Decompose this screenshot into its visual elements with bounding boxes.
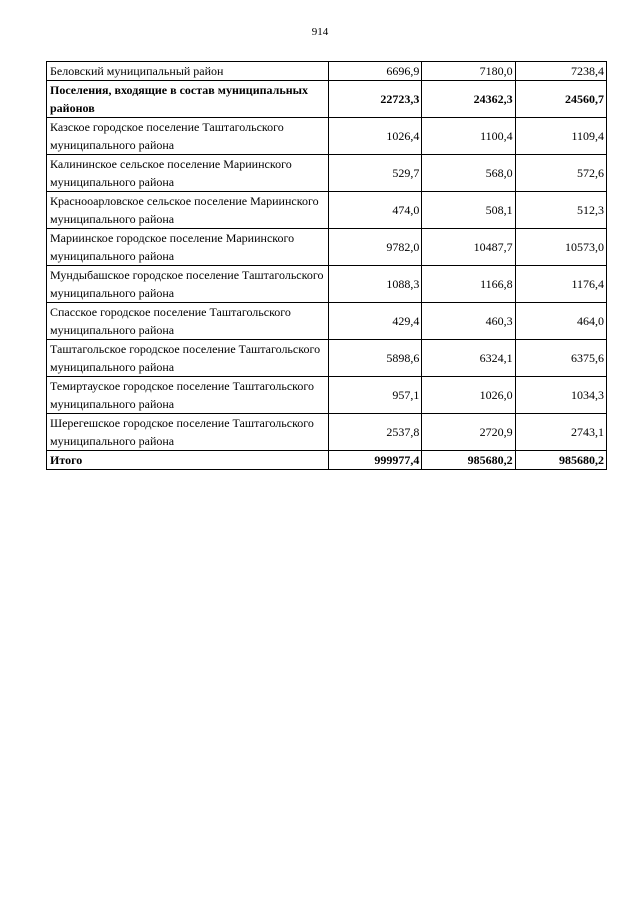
- row-value-3: 2743,1: [515, 414, 606, 451]
- row-value-2: 460,3: [422, 303, 515, 340]
- row-value-3: 572,6: [515, 155, 606, 192]
- row-value-3: 985680,2: [515, 451, 606, 470]
- row-value-2: 1166,8: [422, 266, 515, 303]
- row-value-3: 24560,7: [515, 81, 606, 118]
- row-name: Итого: [47, 451, 329, 470]
- row-value-2: 1026,0: [422, 377, 515, 414]
- table-row: [47, 414, 607, 451]
- row-value-1: 2537,8: [329, 414, 422, 451]
- row-name: Мундыбашское городское поселение Таштагольского муниципального района: [47, 266, 329, 303]
- row-name: Казское городское поселение Таштагольского муниципального района: [47, 118, 329, 155]
- budget-table: [46, 61, 607, 470]
- row-name: Поселения, входящие в состав муниципальных районов: [47, 81, 329, 118]
- row-value-2: 2720,9: [422, 414, 515, 451]
- row-name: Шерегешское городское поселение Таштагольского муниципального района: [47, 414, 329, 451]
- row-value-1: 474,0: [329, 192, 422, 229]
- table-row: [47, 62, 607, 81]
- table-row: [47, 303, 607, 340]
- row-value-2: 6324,1: [422, 340, 515, 377]
- row-value-1: 1026,4: [329, 118, 422, 155]
- row-name: Калининское сельское поселение Мариинского муниципального района: [47, 155, 329, 192]
- row-name: Спасское городское поселение Таштагольского муниципального района: [47, 303, 329, 340]
- row-value-2: 508,1: [422, 192, 515, 229]
- page-number: 914: [311, 26, 329, 38]
- row-value-2: 568,0: [422, 155, 515, 192]
- table-row: [47, 192, 607, 229]
- row-value-3: 7238,4: [515, 62, 606, 81]
- row-name: Таштагольское городское поселение Таштагольского муниципального района: [47, 340, 329, 377]
- row-name: Беловский муниципальный район: [47, 62, 329, 81]
- row-value-1: 999977,4: [329, 451, 422, 470]
- table-row: [47, 377, 607, 414]
- row-value-3: 1109,4: [515, 118, 606, 155]
- row-value-2: 7180,0: [422, 62, 515, 81]
- row-value-1: 6696,9: [329, 62, 422, 81]
- table-row: [47, 81, 607, 118]
- table-row: [47, 155, 607, 192]
- row-value-1: 529,7: [329, 155, 422, 192]
- row-value-2: 24362,3: [422, 81, 515, 118]
- row-value-1: 9782,0: [329, 229, 422, 266]
- table-row: [47, 118, 607, 155]
- row-name: Темиртауское городское поселение Таштагольского муниципального района: [47, 377, 329, 414]
- row-value-1: 957,1: [329, 377, 422, 414]
- row-value-1: 22723,3: [329, 81, 422, 118]
- row-name: Мариинское городское поселение Мариинского муниципального района: [47, 229, 329, 266]
- row-value-2: 985680,2: [422, 451, 515, 470]
- row-value-3: 512,3: [515, 192, 606, 229]
- total-row: [47, 451, 607, 470]
- row-value-1: 5898,6: [329, 340, 422, 377]
- row-value-3: 1176,4: [515, 266, 606, 303]
- table-row: [47, 229, 607, 266]
- row-value-3: 10573,0: [515, 229, 606, 266]
- table-row: [47, 266, 607, 303]
- table-row: [47, 340, 607, 377]
- row-name: Краснооарловское сельское поселение Мариинского муниципального района: [47, 192, 329, 229]
- row-value-3: 464,0: [515, 303, 606, 340]
- row-value-2: 1100,4: [422, 118, 515, 155]
- row-value-1: 429,4: [329, 303, 422, 340]
- row-value-3: 1034,3: [515, 377, 606, 414]
- row-value-3: 6375,6: [515, 340, 606, 377]
- row-value-1: 1088,3: [329, 266, 422, 303]
- row-value-2: 10487,7: [422, 229, 515, 266]
